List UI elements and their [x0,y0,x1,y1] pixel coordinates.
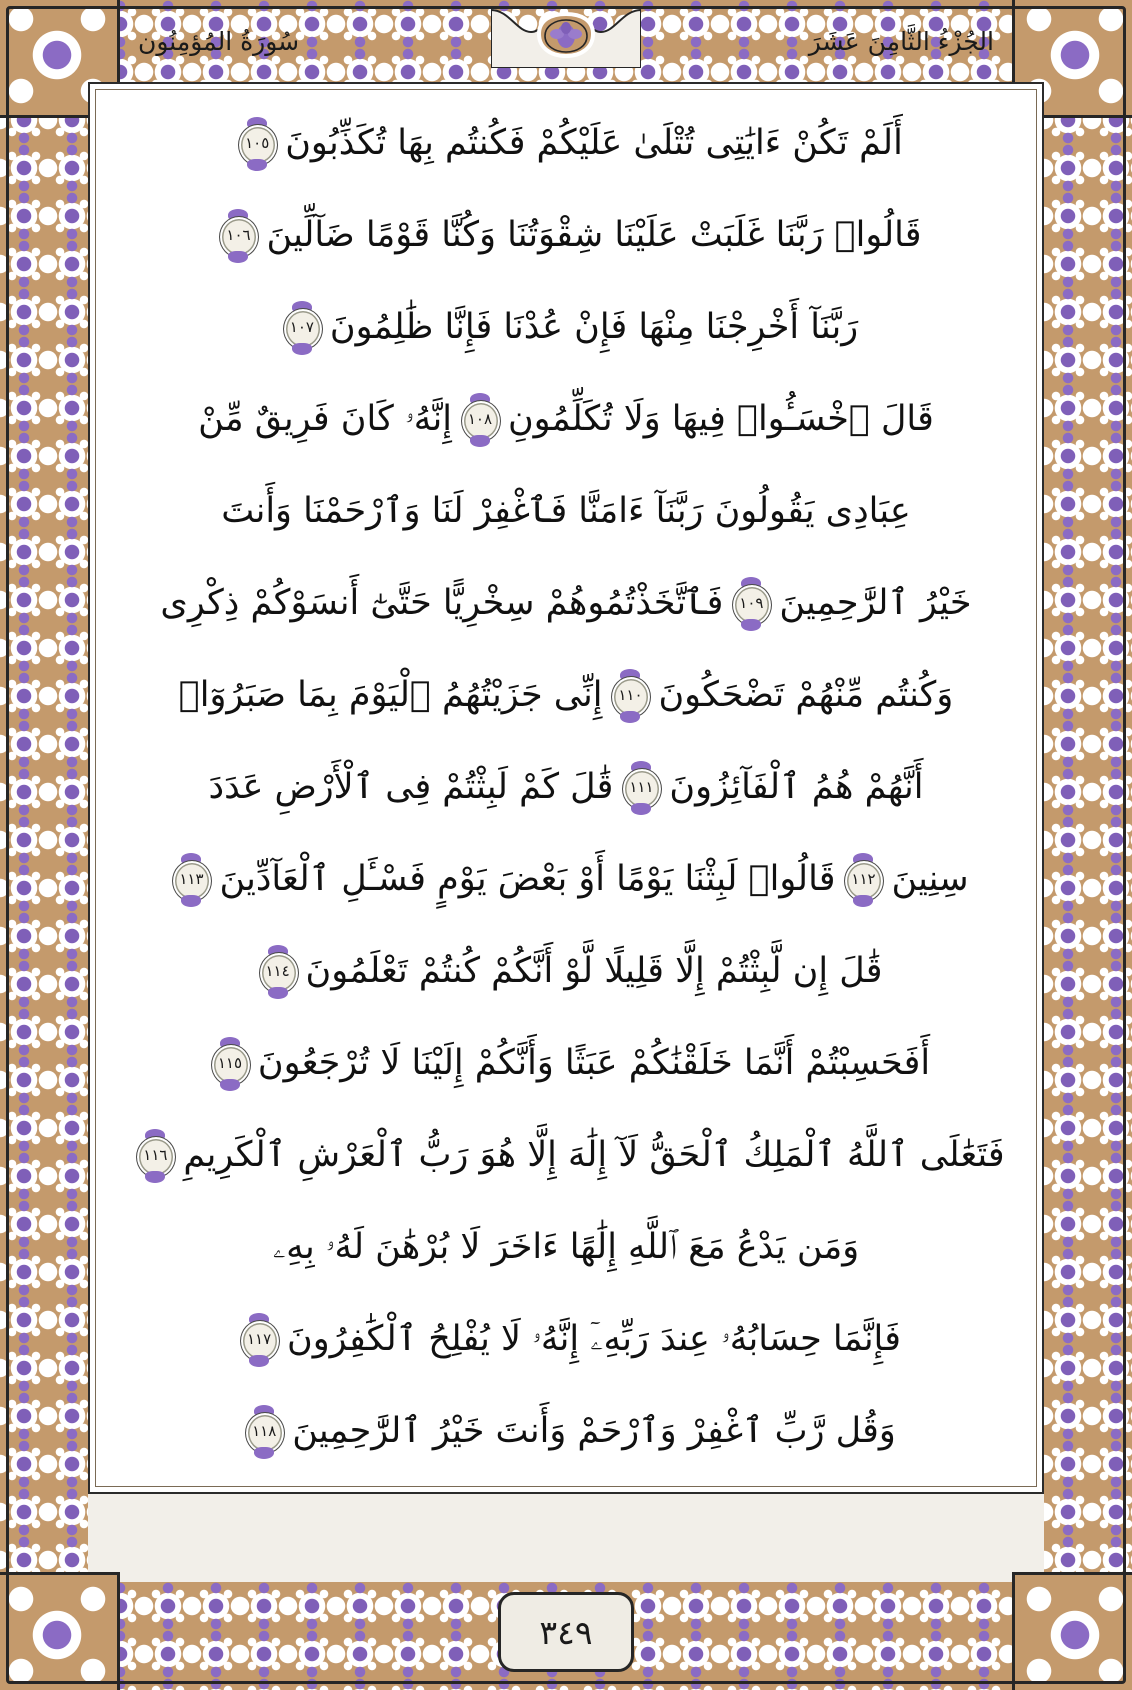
ayah-number-label: ١٠٨ [467,410,493,429]
ayah-text: سِنِينَ [891,859,969,900]
ayah-number-marker[interactable] [237,1313,281,1367]
marker-petal-bottom-icon [249,1355,269,1367]
ayah-text: فَتَعَٰلَى ٱللَّهُ ٱلْمَلِكُ ٱلْحَقُّ لَآ إِلَٰهَ إِلَّا هُوَ رَبُّ ٱلْعَرْشِ ٱلْكَرِيمِ [183,1135,1005,1176]
ayah-number-label: ١٠٦ [226,226,251,245]
surah-name-label: سُورَةُ المُؤمِنُون [138,26,300,56]
ayah-line [112,100,1020,188]
ayah-text: أَلَمْ تَكُنْ ءَايَٰتِى تُتْلَىٰ عَلَيْكُمْ فَكُنتُم بِهَا تُكَذِّبُونَ [285,123,903,164]
ayah-number-label: ١٠٩ [739,594,764,613]
ayah-line [112,1296,1020,1384]
ayah-line-list [112,100,1020,1476]
marker-petal-bottom-icon [853,895,873,907]
header-floral-medallion-icon [491,4,641,68]
ayah-line [112,836,1020,924]
ayah-text: خَيْرُ ٱلرَّٰحِمِينَ [779,583,972,624]
ayah-line [112,1388,1020,1476]
ayah-number-marker[interactable] [458,393,502,447]
ayah-text: فَإِنَّمَا حِسَابُهُۥ عِندَ رَبِّهِۦٓ إِنَّهُۥ لَا يُفْلِحُ ٱلْكَٰفِرُونَ [287,1319,901,1360]
ayah-text: عِبَادِى يَقُولُونَ رَبَّنَآ ءَامَنَّا فَٱغْفِرْ لَنَا وَٱرْحَمْنَا وَأَنتَ [221,491,911,532]
page-number-cartouche [498,1592,634,1672]
ayah-number-label: ١١١ [629,778,654,797]
marker-petal-bottom-icon [145,1171,165,1183]
marker-petal-bottom-icon [741,619,761,631]
ayah-number-marker[interactable] [216,209,260,263]
ayah-number-marker[interactable] [729,577,773,631]
ayah-line [112,1204,1020,1292]
ayah-number-marker[interactable] [133,1129,177,1183]
ayah-number-label: ١١٨ [252,1422,277,1441]
ayah-line [112,744,1020,832]
ayah-text: قَالُوا۟ لَبِثْنَا يَوْمًا أَوْ بَعْضَ يَوْمٍ فَسْـَٔلِ ٱلْعَآدِّينَ [219,859,836,900]
marker-petal-bottom-icon [292,343,312,355]
ayah-text: قَالَ ٱخْسَـُٔوا۟ فِيهَا وَلَا تُكَلِّمُونِ [507,399,934,440]
ayah-text: قَٰلَ كَمْ لَبِثْتُمْ فِى ٱلْأَرْضِ عَدَدَ [208,767,614,808]
ayah-number-label: ١١٧ [246,1330,272,1349]
ayah-number-marker[interactable] [280,301,324,355]
ayah-number-label: ١١٢ [851,870,876,889]
ayah-number-marker[interactable] [169,853,213,907]
page-number-label: ٣٤٩ [539,1612,593,1652]
ayah-text: وَكُنتُم مِّنْهُمْ تَضْحَكُونَ [658,675,954,716]
ayah-number-label: ١١٠ [618,686,643,705]
juz-name-label: الجُزْءُ الثَّامِنَ عَشَرَ [808,26,994,56]
ayah-number-marker[interactable] [208,1037,252,1091]
ayah-number-marker[interactable] [608,669,652,723]
marker-petal-bottom-icon [254,1447,274,1459]
ayah-number-marker[interactable] [256,945,300,999]
ayah-text: فَٱتَّخَذْتُمُوهُمْ سِخْرِيًّا حَتَّىٰٓ أَنسَوْكُمْ ذِكْرِى [160,583,724,624]
ayah-line [112,1020,1020,1108]
ayah-text: قَالُوا۟ رَبَّنَا غَلَبَتْ عَلَيْنَا شِقْوَتُنَا وَكُنَّا قَوْمًا ضَآلِّينَ [266,215,922,256]
ayah-line [112,376,1020,464]
ayah-number-marker[interactable] [235,117,279,171]
marker-petal-bottom-icon [228,251,248,263]
ayah-text: قَٰلَ إِن لَّبِثْتُمْ إِلَّا قَلِيلًا لَّوْ أَنَّكُمْ كُنتُمْ تَعْلَمُونَ [305,951,883,992]
quran-text-panel [88,82,1044,1494]
ayah-number-label: ١١٤ [265,962,290,981]
ayah-text: إِنَّهُۥ كَانَ فَرِيقٌ مِّنْ [198,399,452,440]
ayah-number-label: ١١٦ [143,1146,168,1165]
ayah-text: وَقُل رَّبِّ ٱغْفِرْ وَٱرْحَمْ وَأَنتَ خَيْرُ ٱلرَّٰحِمِينَ [292,1411,896,1452]
ayah-number-marker[interactable] [242,1405,286,1459]
ayah-text: وَمَن يَدْعُ مَعَ ٱللَّهِ إِلَٰهًا ءَاخَرَ لَا بُرْهَٰنَ لَهُۥ بِهِۦ [272,1227,860,1268]
ayah-text: أَفَحَسِبْتُمْ أَنَّمَا خَلَقْنَٰكُمْ عَبَثًا وَأَنَّكُمْ إِلَيْنَا لَا تُرْجَعُونَ [257,1043,931,1084]
ayah-number-marker[interactable] [841,853,885,907]
ayah-text: رَبَّنَآ أَخْرِجْنَا مِنْهَا فَإِنْ عُدْنَا فَإِنَّا ظَٰلِمُونَ [329,307,859,348]
marker-petal-bottom-icon [620,711,640,723]
ayah-line [112,1112,1020,1200]
ayah-number-label: ١١٣ [179,870,204,889]
ayah-line [112,928,1020,1016]
ayah-text: أَنَّهُمْ هُمُ ٱلْفَآئِزُونَ [669,767,924,808]
ayah-line [112,560,1020,648]
marker-petal-bottom-icon [181,895,201,907]
ayah-number-label: ١٠٥ [245,134,270,153]
ayah-line [112,192,1020,280]
ayah-line [112,284,1020,372]
ayah-line [112,652,1020,740]
marker-petal-bottom-icon [631,803,651,815]
marker-petal-bottom-icon [247,159,267,171]
ayah-line [112,468,1020,556]
ayah-number-marker[interactable] [619,761,663,815]
ayah-number-label: ١٠٧ [289,318,314,337]
marker-petal-bottom-icon [470,435,490,447]
marker-petal-bottom-icon [220,1079,240,1091]
ayah-number-label: ١١٥ [217,1054,242,1073]
ayah-text: إِنِّى جَزَيْتُهُمُ ٱلْيَوْمَ بِمَا صَبَرُوٓا۟ [178,675,603,716]
marker-petal-bottom-icon [268,987,288,999]
